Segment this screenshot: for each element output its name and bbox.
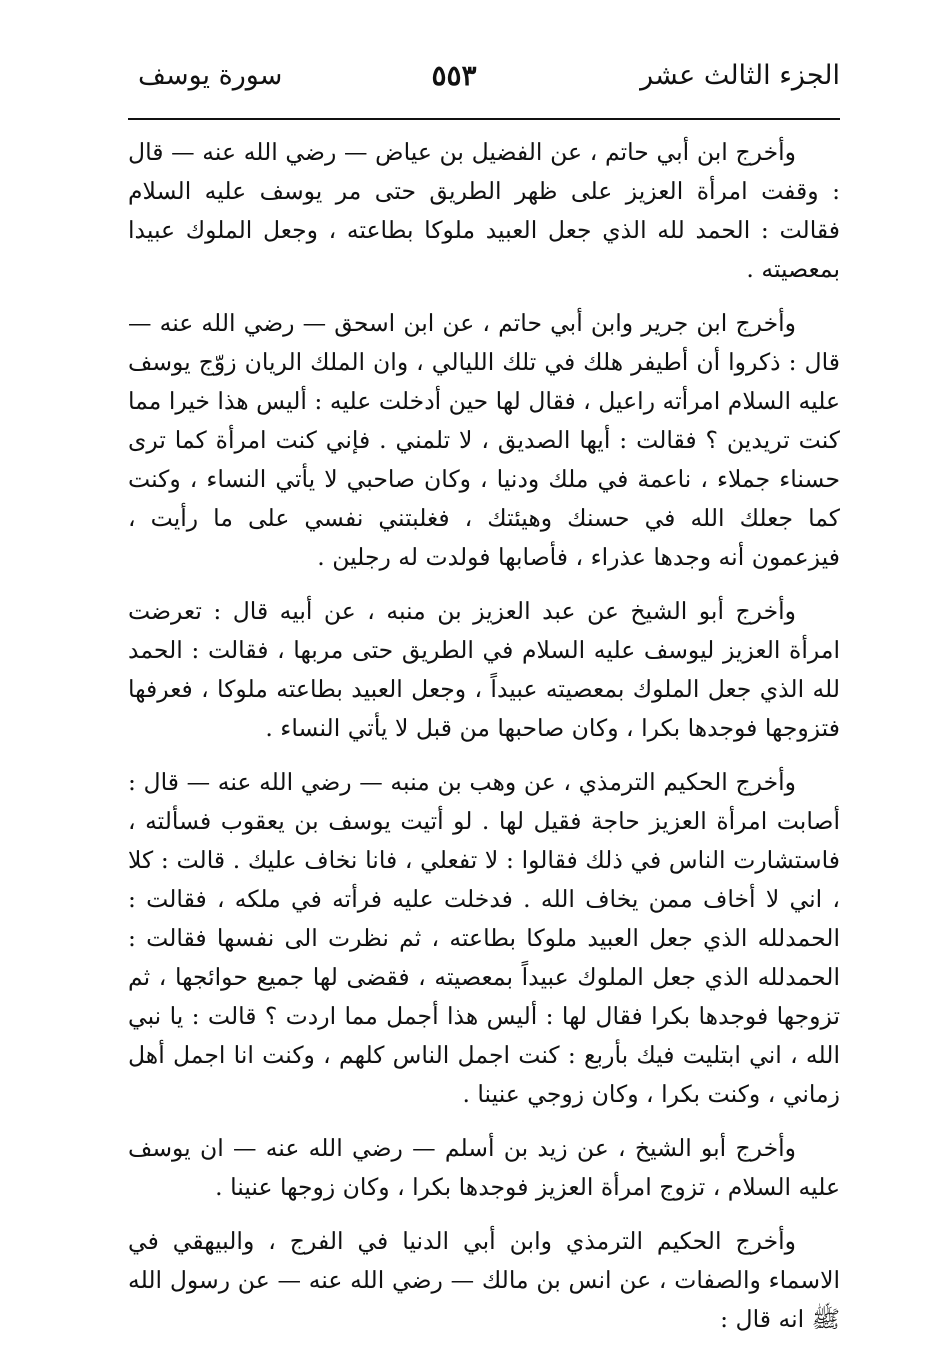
paragraph: وأخرج الحكيم الترمذي ، عن وهب بن منبه — رضي الله عنه — قال : أصابت امرأة العزيز حاجة فقيل لها . لو أتيت يوسف بن يعقوب فسألته ، فاستشارت الناس في ذلك فقالوا : لا تفعلي ، فانا نخاف عليك . قالت : كلا ، اني لا أخاف ممن يخاف الله . فدخلت عليه فرأته في ملكه ، فقالت : الحمدلله الذي جعل العبيد ملوكا بطاعته ، ثم نظرت الى نفسها فقالت : الحمدلله الذي جعل الملوك عبيداً بمعصيته ، فقضى لها جميع حوائجها ، ثم تزوجها فوجدها بكرا فقال لها : أليس هذا أجمل مما اردت ؟ قالت : يا نبي الله ، اني ابتليت فيك بأربع : كنت اجمل الناس كلهم ، وكنت انا اجمل أهل زماني ، وكنت بكرا ، وكان زوجي عنينا . xyxy=(128,768,840,1108)
running-header xyxy=(128,56,840,100)
paragraph: وأخرج أبو الشيخ ، عن زيد بن أسلم — رضي الله عنه — ان يوسف عليه السلام ، تزوج امرأة العزيز فوجدها بكرا ، وكان زوجها عنينا . xyxy=(128,1134,840,1201)
part-title: الجزء الثالث عشر xyxy=(640,60,840,91)
paragraph: وأخرج الحكيم الترمذي وابن أبي الدنيا في الفرج ، والبيهقي في الاسماء والصفات ، عن انس بن مالك — رضي الله عنه — عن رسول الله ﷺ انه قال : xyxy=(128,1227,840,1333)
surah-title: سورة يوسف xyxy=(138,60,283,91)
paragraph: وأخرج أبو الشيخ عن عبد العزيز بن منبه ، عن أبيه قال : تعرضت امرأة العزيز ليوسف عليه السلام في الطريق حتى مربها ، فقالت : الحمد لله الذي جعل الملوك بمعصيته عبيداً ، وجعل العبيد بطاعته ملوكا ، فعرفها فتزوجها فوجدها بكرا ، وكان صاحبها من قبل لا يأتي النساء . xyxy=(128,597,840,742)
paragraph: وأخرج ابن جرير وابن أبي حاتم ، عن ابن اسحق — رضي الله عنه — قال : ذكروا أن أطيفر هلك في تلك الليالي ، وان الملك الريان زوّج يوسف عليه السلام امرأته راعيل ، فقال لها حين أدخلت عليه : أليس هذا خيرا مما كنت تريدين ؟ فقالت : أيها الصديق ، لا تلمني . فإني كنت امرأة كما ترى حسناء جملاء ، ناعمة في ملك ودنيا ، وكان صاحبي لا يأتي النساء ، وكنت كما جعلك الله في حسنك وهيئتك ، فغلبتني نفسي على ما رأيت ، فيزعمون أنه وجدها عذراء ، فأصابها فولدت له رجلين . xyxy=(128,309,840,571)
body-text xyxy=(128,133,840,1354)
paragraph: وأخرج ابن أبي حاتم ، عن الفضيل بن عياض — رضي الله عنه — قال : وقفت امرأة العزيز على ظهر الطريق حتى مر يوسف عليه السلام فقالت : الحمد لله الذي جعل العبيد ملوكا بطاعته ، وجعل الملوك عبيدا بمعصيته . xyxy=(128,138,840,283)
header-divider xyxy=(128,118,840,120)
page-number: ٥٥٣ xyxy=(431,59,477,92)
